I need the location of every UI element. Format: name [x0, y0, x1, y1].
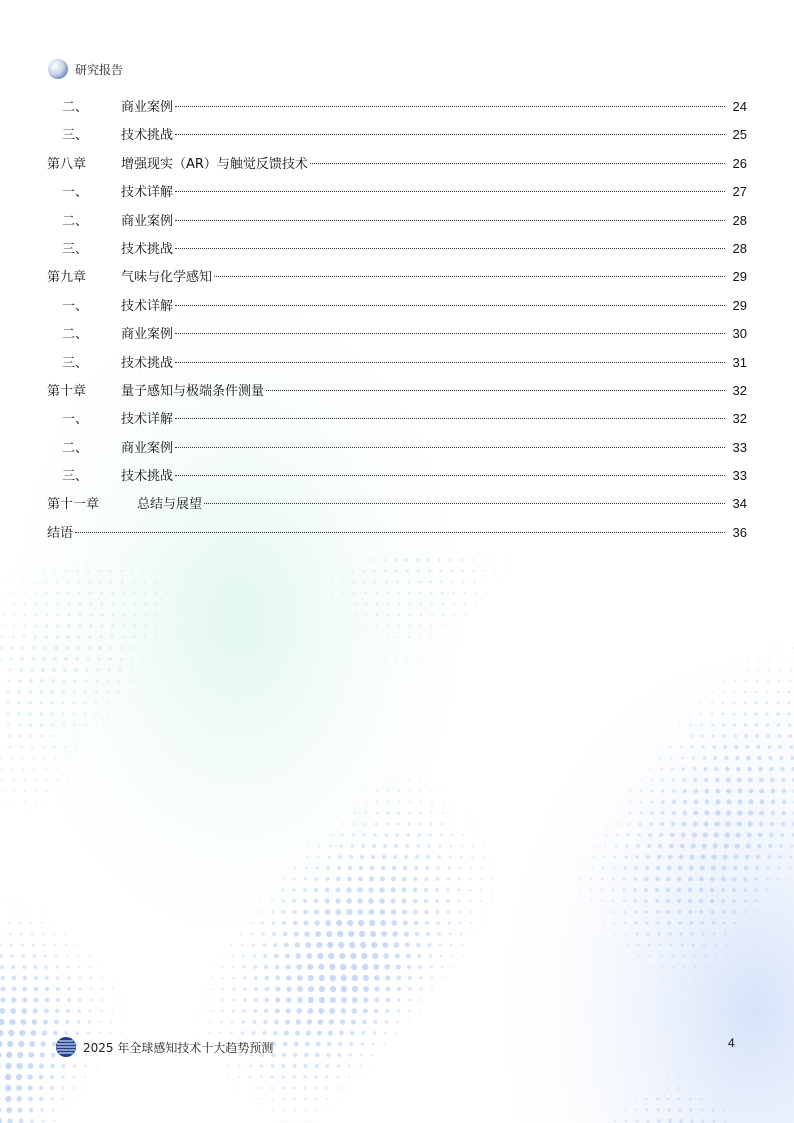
toc-entry-number: 二、 [62, 327, 89, 343]
toc-dot-leader [175, 191, 725, 192]
toc-entry-number: 三、 [62, 241, 89, 257]
globe-logo-icon [47, 58, 69, 80]
toc-entry-page: 33 [732, 468, 747, 484]
toc-dot-leader [266, 390, 725, 391]
toc-entry-page: 25 [732, 127, 747, 143]
footer-page-number: 4 [728, 1036, 735, 1050]
toc-entry-title: 总结与展望 [137, 497, 203, 513]
toc-dot-leader [175, 447, 725, 448]
page-header [47, 58, 123, 80]
toc-entry-title: 技术详解 [121, 298, 174, 314]
toc-entry-title: 技术挑战 [121, 355, 174, 371]
toc-entry-title: 结语 [47, 525, 74, 541]
toc-entry-page: 33 [732, 439, 747, 455]
toc-dot-leader [175, 248, 725, 249]
toc-entry-title: 技术详解 [121, 185, 174, 201]
toc-entry-number: 三、 [62, 469, 89, 485]
toc-entry-number: 第八章 [47, 156, 87, 172]
toc-entry[interactable] [47, 292, 747, 320]
toc-entry-page: 36 [732, 524, 747, 540]
toc-entry-title: 技术详解 [121, 412, 174, 428]
toc-dot-leader [214, 276, 725, 277]
toc-dot-leader [175, 106, 725, 107]
toc-dot-leader [175, 418, 725, 419]
toc-entry-number: 第九章 [47, 270, 87, 286]
toc-entry-number: 二、 [62, 213, 89, 229]
toc-entry[interactable] [47, 93, 747, 121]
toc-dot-leader [175, 333, 725, 334]
toc-entry-page: 28 [732, 240, 747, 256]
toc-entry[interactable] [47, 349, 747, 377]
toc-dot-leader [175, 362, 725, 363]
toc-dot-leader [204, 503, 725, 504]
toc-entry-page: 24 [732, 99, 747, 114]
toc-entry-number: 一、 [62, 185, 89, 201]
toc-dot-leader [175, 134, 725, 135]
toc-entry[interactable] [47, 178, 747, 206]
toc-entry-title: 技术挑战 [121, 241, 174, 257]
toc-entry-title: 气味与化学感知 [121, 270, 213, 286]
toc-entry-title: 商业案例 [121, 327, 174, 343]
toc-entry-page: 31 [732, 354, 747, 370]
toc-entry-page: 27 [732, 184, 747, 200]
globe-logo-icon [55, 1036, 77, 1058]
toc-entry-page: 26 [732, 155, 747, 171]
toc-entry[interactable] [47, 490, 747, 518]
toc-dot-leader [175, 305, 725, 306]
toc-entry-number: 二、 [62, 100, 89, 115]
toc-entry-title: 商业案例 [121, 100, 174, 115]
toc-dot-leader [310, 163, 725, 164]
toc-entry-number: 一、 [62, 298, 89, 314]
toc-entry-number: 三、 [62, 355, 89, 371]
toc-entry-title: 商业案例 [121, 440, 174, 456]
toc-entry-number: 二、 [62, 440, 89, 456]
toc-entry[interactable] [47, 519, 747, 547]
toc-entry-page: 32 [732, 411, 747, 427]
toc-entry[interactable] [47, 320, 747, 348]
toc-entry-number: 三、 [62, 128, 89, 144]
footer-title: 2025 年全球感知技术十大趋势预测 [83, 1040, 274, 1055]
toc-entry[interactable] [47, 121, 747, 149]
toc-dot-leader [175, 220, 725, 221]
toc-entry-title: 技术挑战 [121, 128, 174, 144]
toc-entry-title: 技术挑战 [121, 469, 174, 485]
toc-dot-leader [75, 532, 725, 533]
toc-entry-page: 30 [732, 326, 747, 342]
toc-entry-number: 第十一章 [47, 497, 100, 513]
toc-entry[interactable] [47, 263, 747, 291]
toc-entry[interactable] [47, 377, 747, 405]
table-of-contents [47, 93, 747, 547]
toc-entry-page: 34 [732, 496, 747, 512]
toc-entry-page: 29 [732, 297, 747, 313]
toc-entry-number: 第十章 [47, 383, 87, 399]
toc-entry-page: 28 [732, 212, 747, 228]
toc-entry[interactable] [47, 150, 747, 178]
toc-entry-page: 29 [732, 269, 747, 285]
toc-entry[interactable] [47, 434, 747, 462]
toc-entry-number: 一、 [62, 412, 89, 428]
header-title: 研究报告 [75, 62, 124, 77]
toc-entry[interactable] [47, 462, 747, 490]
toc-entry[interactable] [47, 235, 747, 263]
toc-dot-leader [175, 475, 725, 476]
toc-entry-title: 量子感知与极端条件测量 [121, 383, 265, 399]
toc-entry-title: 商业案例 [121, 213, 174, 229]
toc-entry-title: 增强现实（AR）与触觉反馈技术 [121, 156, 308, 172]
toc-entry[interactable] [47, 405, 747, 433]
page-footer [55, 1036, 273, 1058]
toc-entry[interactable] [47, 207, 747, 235]
toc-entry-page: 32 [732, 382, 747, 398]
